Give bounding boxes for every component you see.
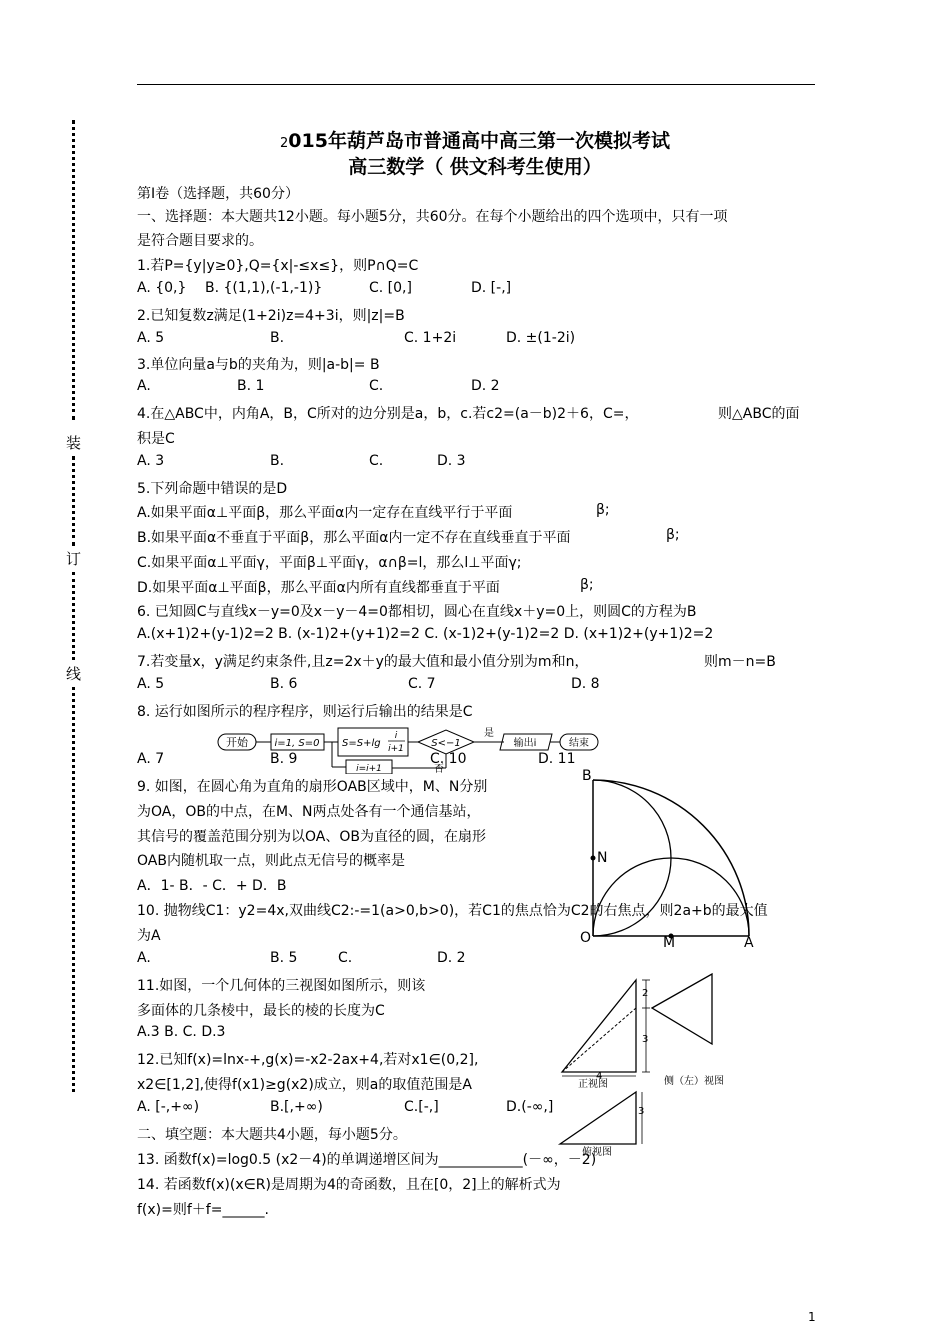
q2-option-c: C. 1+2i [404,330,457,346]
binding-char-3: 线 [66,665,82,683]
page-number: 1 [808,1310,816,1324]
q5-option-a: A.如果平面α⊥平面β，那么平面α内一定存在直线平行于平面 [137,505,513,521]
q9-text-4: OAB内随机取一点，则此点无信号的概率是 [137,853,405,869]
q5-option-c: C.如果平面α⊥平面γ，平面β⊥平面γ，α∩β=l，那么l⊥平面γ; [137,555,522,571]
dim-3b: 3 [638,1106,645,1117]
q5-text: 5.下列命题中错误的是D [137,481,288,497]
header-rule [137,84,815,85]
q4-text-tail: 则△ABC的面 [718,406,800,422]
side-view-label: 侧（左）视图 [664,1076,724,1087]
q6-text: 6. 已知圆C与直线x－y=0及x－y－4=0都相切，圆心在直线x＋y=0上，则圆C的方程为B [137,604,697,620]
q11-text-1: 11.如图，一个几何体的三视图如图所示，则该 [137,978,426,994]
q5-option-d-tail: β; [580,577,594,593]
q4-option-b: B. [270,453,285,469]
q13-answer: (－∞，－2) [522,1152,597,1168]
q7-option-a: A. 5 [137,676,165,692]
q7-option-d: D. 8 [571,676,600,692]
dim-4: 4 [596,1071,603,1082]
exam-subtitle: 高三数学（ 供文科考生使用） [348,156,602,178]
binding-margin [62,120,92,1100]
q3-option-c: C. [369,378,384,394]
top-view-triangle [560,1092,636,1144]
section1-intro-2: 是符合题目要求的。 [137,233,263,249]
q4-option-a: A. 3 [137,453,165,469]
section1-heading: 第Ⅰ卷（选择题，共60分） [137,186,299,202]
flow-cond-label: S<−1 [431,738,461,749]
section1-intro: 一、选择题：本大题共12小题。每小题5分，共60分。在每个小题给出的四个选项中，只有一项 [137,209,728,225]
q2-text: 2.已知复数z满足(1+2i)z=4+3i，则|z|=B [137,308,405,324]
flow-end-label: 结束 [569,738,589,749]
q7-option-c: C. 7 [408,676,436,692]
q12-option-a: A. [-,+∞) [137,1099,200,1115]
front-view-triangle [562,980,636,1072]
q2-option-a: A. 5 [137,330,165,346]
q9-text-1: 9. 如图，在圆心角为直角的扇形OAB区域中，M、N分别 [137,779,488,795]
q10-option-c: C. [338,950,353,966]
label-a: A [744,935,754,951]
q4-text: 4.在△ABC中，内角A，B，C所对的边分别是a，b，c.若c2=(a－b)2＋6，C=， [137,406,639,422]
flow-yes-label: 是 [484,728,494,739]
q4-option-d: D. 3 [437,453,466,469]
label-o: O [580,930,592,946]
q2-option-b: B. [270,330,285,346]
binding-char-1: 装 [66,434,82,452]
q12-option-d: D.(-∞,] [506,1099,554,1115]
q12-option-b: B.[,+∞) [270,1099,323,1115]
flow-incr-label: i=i+1 [356,764,382,774]
q14-text-2: f(x)=则f＋f=______. [137,1202,269,1218]
q4-text-2: 积是C [137,431,175,447]
q4-option-c: C. [369,453,384,469]
q9-text-3: 其信号的覆盖范围分别为以OA、OB为直径的圆，在扇形 [137,829,486,845]
q5-option-a-tail: β; [596,502,610,518]
q10-option-b: B. 5 [270,950,298,966]
q11-options: A.3 B. C. D.3 [137,1024,226,1040]
q3-option-b: B. 1 [237,378,265,394]
flow-frac-num: i [394,731,398,741]
label-m: M [663,935,676,951]
q8-option-a: A. 7 [137,751,165,767]
dim-2: 2 [642,988,649,999]
q1-option-a: A. {0,} [137,280,187,296]
q10-option-d: D. 2 [437,950,466,966]
q8-option-c: C. 10 [430,751,467,767]
q1-option-c: C. [0,] [369,280,412,296]
section2-heading: 二、填空题：本大题共4小题，每小题5分。 [137,1127,407,1143]
q3-option-a: A. [137,378,151,394]
q8-text: 8. 运行如图所示的程序程序，则运行后输出的结果是C [137,704,473,720]
q10-text: 10. 抛物线C1：y2=4x,双曲线C2:-=1(a>0,b>0)，若C1的焦点恰为C2的右焦点，则2a+b的最大值 [137,903,768,919]
q11-three-views-figure [552,970,762,1162]
circle-on-oa [593,858,749,936]
q1-option-b: B. {(1,1),(-1,-1)} [205,280,323,296]
q8-option-d: D. 11 [538,751,576,767]
q7-option-b: B. 6 [270,676,298,692]
flow-assign-label: S=S+lg [342,738,381,749]
q7-text-tail: 则m－n=B [704,654,776,670]
q9-sector-figure [576,766,766,952]
dotted-line [72,687,81,1092]
binding-char-2: 订 [66,550,82,568]
q3-text: 3.单位向量a与b的夹角为，则|a-b|= B [137,357,380,373]
q13-blank: ____________ [438,1152,523,1168]
q2-option-d: D. ±(1-2i) [506,330,576,346]
q5-option-b: B.如果平面α不垂直于平面β，那么平面α内一定不存在直线垂直于平面 [137,530,571,546]
flow-frac-den: i+1 [388,744,404,754]
exam-title: 2015年葫芦岛市普通高中高三第一次模拟考试 [280,130,670,152]
label-b: B [582,768,592,784]
dotted-line [72,572,81,660]
top-view-label: 俯视图 [582,1147,612,1158]
flow-init-label: i=1, S=0 [274,738,320,749]
q10-option-a: A. [137,950,151,966]
q9-text-2: 为OA，OB的中点，在M、N两点处各有一个通信基站， [137,804,481,820]
q6-options: A.(x+1)2+(y-1)2=2 B. (x-1)2+(y+1)2=2 C. (x-1)2+(y-1)2=2 D. (x+1)2+(y+1)2=2 [137,626,714,642]
front-view-label: 正视图 [578,1079,608,1090]
side-view-triangle [652,974,712,1044]
q9-options: A．1- B．- C．+ D．B [137,878,287,894]
q14-text-1: 14. 若函数f(x)(x∈R)是周期为4的奇函数，且在[0，2]上的解析式为 [137,1177,561,1193]
q3-option-d: D. 2 [471,378,500,394]
q12-text-2: x2∈[1,2],使得f(x1)≥g(x2)成立，则a的取值范围是A [137,1077,472,1093]
q1-option-d: D. [-,] [471,280,512,296]
flow-no-label: 否 [434,764,444,774]
dotted-line [72,456,81,546]
q5-option-d: D.如果平面α⊥平面β，那么平面α内所有直线都垂直于平面 [137,580,500,596]
q13-text: 13. 函数f(x)=log0.5 (x2－4)的单调递增区间为____________(－∞，－2) [137,1152,597,1168]
q1-text: 1.若P={y|y≥0},Q={x|-≤x≤}，则P∩Q=C [137,258,419,274]
q7-text: 7.若变量x，y满足约束条件,且z=2x＋y的最大值和最小值分别为m和n， [137,654,589,670]
q10-text-2: 为A [137,928,161,944]
q8-option-b: B. 9 [270,751,298,767]
flow-output-label: 输出i [513,738,537,749]
dim-3a: 3 [642,1034,649,1045]
q12-text-1: 12.已知f(x)=lnx-+,g(x)=-x2-2ax+4,若对x1∈(0,2], [137,1052,479,1068]
flow-start-label: 开始 [226,736,248,749]
label-n: N [597,850,608,866]
q11-text-2: 多面体的几条棱中，最长的棱的长度为C [137,1003,385,1019]
q5-option-b-tail: β; [666,527,680,543]
q12-option-c: C.[-,] [404,1099,439,1115]
